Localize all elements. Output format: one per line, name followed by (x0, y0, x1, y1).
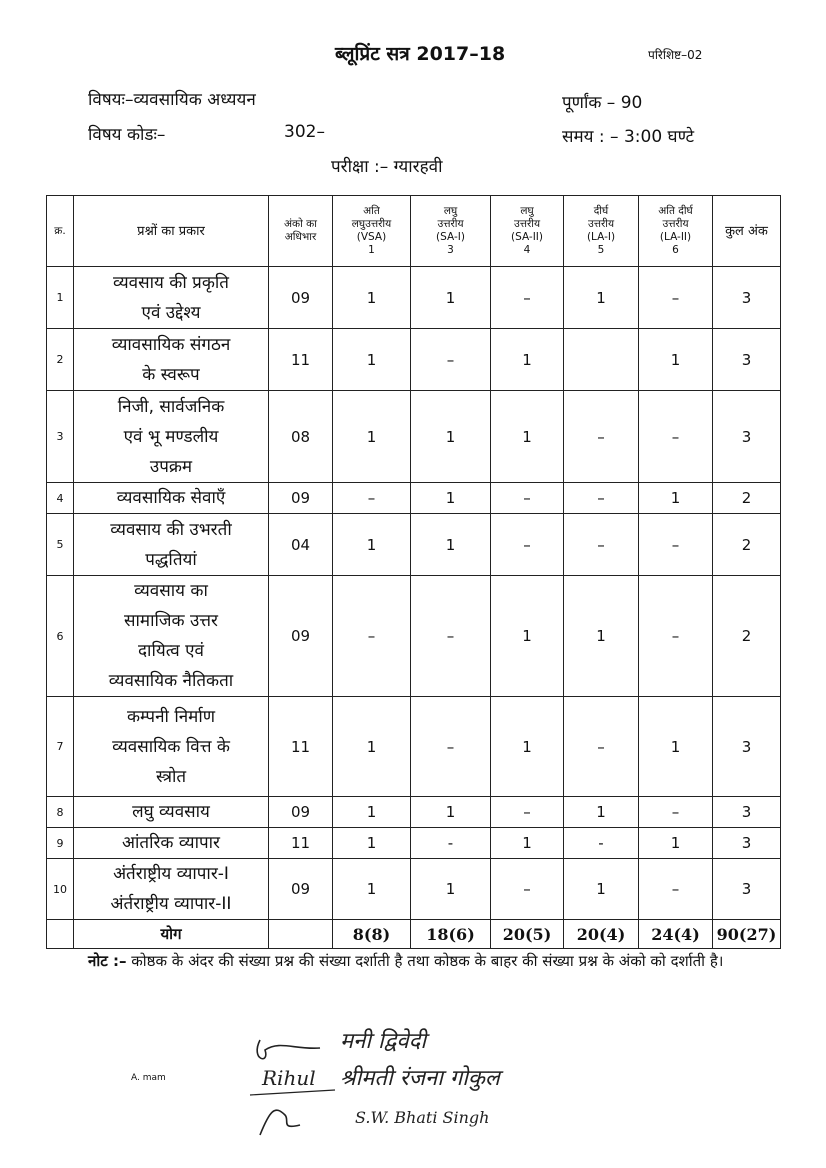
row-sa1: – (411, 329, 491, 391)
col-header-type: प्रश्नों का प्रकार (74, 196, 269, 267)
question-type-line: व्यवसाय की उभरती (110, 519, 232, 540)
row-total: 2 (713, 576, 781, 697)
col-header-sa1: लघु उत्तरीय (SA-I) 3 (411, 196, 491, 267)
row-sa1: – (411, 697, 491, 797)
question-type-line: लघु व्यवसाय (132, 802, 210, 822)
row-total: 3 (713, 828, 781, 859)
sum-vsa: 8(8) (333, 920, 411, 949)
row-sa2: 1 (491, 697, 564, 797)
initials: A. mam (131, 1073, 166, 1083)
document-title: ब्लूप्रिंट सत्र 2017–18 (335, 43, 506, 65)
sum-la1: 20(4) (564, 920, 639, 949)
question-type-line: उपक्रम (149, 456, 193, 477)
annex-label: परिशिष्ट–02 (648, 48, 703, 62)
row-weightage: 11 (269, 828, 333, 859)
question-type-line: सामाजिक उत्तर (124, 611, 218, 631)
row-la2: 1 (639, 828, 713, 859)
table-row (47, 697, 781, 797)
row-question-type (74, 483, 269, 514)
footnote (88, 946, 768, 976)
max-marks: पूर्णांक – 90 (562, 93, 643, 113)
question-type-line: आंतरिक व्यापार (122, 833, 220, 853)
row-serial: 9 (47, 828, 74, 859)
row-total: 2 (713, 483, 781, 514)
exam-class: परीक्षा :– ग्यारहवी (331, 157, 443, 177)
row-la1: 1 (564, 576, 639, 697)
col-header-la2: अति दीर्घ उत्तरीय (LA-II) 6 (639, 196, 713, 267)
sum-total: 90(27) (713, 920, 781, 949)
row-vsa: 1 (333, 267, 411, 329)
subject-code: 302– (284, 122, 325, 142)
row-vsa: 1 (333, 859, 411, 920)
row-weightage: 09 (269, 483, 333, 514)
table-row (47, 514, 781, 576)
sum-label: योग (74, 920, 269, 949)
row-sa1: 1 (411, 514, 491, 576)
row-weightage: 04 (269, 514, 333, 576)
subject-label: विषयः–व्यवसायिक अध्ययन (88, 90, 256, 110)
question-type-line: एवं भू मण्डलीय (123, 426, 219, 447)
row-la2: – (639, 391, 713, 483)
signature-4: Rihul (262, 1066, 316, 1090)
sum-la2: 24(4) (639, 920, 713, 949)
row-sa1: 1 (411, 797, 491, 828)
row-sa1: - (411, 828, 491, 859)
col-header-vsa: अति लघुउत्तरीय (VSA) 1 (333, 196, 411, 267)
row-la2: – (639, 859, 713, 920)
table-header-row (47, 196, 781, 267)
row-weightage: 11 (269, 697, 333, 797)
sum-sa1: 18(6) (411, 920, 491, 949)
row-la2: 1 (639, 329, 713, 391)
row-la1: 1 (564, 267, 639, 329)
row-la2: – (639, 797, 713, 828)
row-la2: – (639, 576, 713, 697)
row-la2: – (639, 514, 713, 576)
row-serial: 3 (47, 391, 74, 483)
row-sa2: – (491, 859, 564, 920)
question-type-line: व्यवसाय की प्रकृति (113, 272, 229, 293)
question-type-line: व्यवसाय का (134, 581, 208, 601)
row-total: 3 (713, 267, 781, 329)
col-header-sa2: लघु उत्तरीय (SA-II) 4 (491, 196, 564, 267)
exam-time: समय : – 3:00 घण्टे (562, 127, 695, 147)
row-sa2: 1 (491, 391, 564, 483)
question-type-line: व्यावसायिक संगठन (111, 334, 231, 355)
question-type-line: दायित्व एवं (138, 641, 204, 661)
table-row (47, 797, 781, 828)
table-row (47, 859, 781, 920)
question-type-line: निजी, सार्वजनिक (117, 396, 225, 417)
row-serial: 8 (47, 797, 74, 828)
row-total: 3 (713, 859, 781, 920)
row-question-type (74, 391, 269, 483)
row-la1 (564, 329, 639, 391)
row-vsa: 1 (333, 391, 411, 483)
row-weightage: 09 (269, 859, 333, 920)
row-question-type (74, 697, 269, 797)
note-text: कोष्ठक के अंदर की संख्या प्रश्न की संख्या दर्शाती है तथा कोष्ठक के बाहर की संख्या प्रश्न के अंको को दर्शाती है। (131, 952, 724, 970)
row-sa1: 1 (411, 483, 491, 514)
table-row (47, 576, 781, 697)
table-row (47, 329, 781, 391)
row-serial: 1 (47, 267, 74, 329)
row-weightage: 08 (269, 391, 333, 483)
row-sa1: 1 (411, 267, 491, 329)
row-weightage: 09 (269, 576, 333, 697)
row-sa2: – (491, 267, 564, 329)
row-question-type (74, 267, 269, 329)
row-la1: – (564, 483, 639, 514)
question-type-line: व्यवसायिक वित्त के (112, 736, 230, 757)
row-sa2: 1 (491, 576, 564, 697)
row-la2: 1 (639, 697, 713, 797)
row-la1: – (564, 514, 639, 576)
row-sa2: – (491, 514, 564, 576)
question-type-line: कम्पनी निर्माण (126, 706, 216, 727)
row-question-type (74, 859, 269, 920)
row-question-type (74, 828, 269, 859)
question-type-line: पद्धतियां (145, 549, 197, 570)
table-sum-row (47, 920, 781, 949)
sum-sn (47, 920, 74, 949)
row-vsa: 1 (333, 514, 411, 576)
row-vsa: – (333, 483, 411, 514)
row-la1: 1 (564, 859, 639, 920)
row-sa2: 1 (491, 329, 564, 391)
question-type-line: के स्वरूप (142, 364, 200, 385)
row-sa1: 1 (411, 859, 491, 920)
question-type-line: स्त्रोत (155, 766, 187, 787)
row-serial: 4 (47, 483, 74, 514)
row-la1: 1 (564, 797, 639, 828)
row-serial: 2 (47, 329, 74, 391)
row-question-type (74, 797, 269, 828)
col-header-total: कुल अंक (713, 196, 781, 267)
row-total: 3 (713, 329, 781, 391)
row-sa2: – (491, 797, 564, 828)
row-vsa: 1 (333, 797, 411, 828)
table-row (47, 391, 781, 483)
col-header-la1: दीर्घ उत्तरीय (LA-I) 5 (564, 196, 639, 267)
row-weightage: 11 (269, 329, 333, 391)
row-vsa: 1 (333, 329, 411, 391)
row-serial: 10 (47, 859, 74, 920)
row-total: 3 (713, 797, 781, 828)
signature-1: मनी द्विवेदी (340, 1029, 427, 1054)
row-la2: 1 (639, 483, 713, 514)
col-header-weight: अंको का अधिभार (269, 196, 333, 267)
row-serial: 6 (47, 576, 74, 697)
row-total: 3 (713, 391, 781, 483)
row-vsa: – (333, 576, 411, 697)
row-vsa: 1 (333, 697, 411, 797)
row-la1: – (564, 391, 639, 483)
row-weightage: 09 (269, 267, 333, 329)
question-type-line: व्यवसायिक सेवाएँ (116, 488, 226, 508)
row-sa2: 1 (491, 828, 564, 859)
row-total: 2 (713, 514, 781, 576)
row-serial: 7 (47, 697, 74, 797)
sum-marks (269, 920, 333, 949)
row-sa1: 1 (411, 391, 491, 483)
row-total: 3 (713, 697, 781, 797)
row-question-type (74, 329, 269, 391)
row-serial: 5 (47, 514, 74, 576)
row-question-type (74, 514, 269, 576)
row-question-type (74, 576, 269, 697)
signature-3: S.W. Bhati Singh (355, 1108, 490, 1127)
question-type-line: अंर्तराष्ट्रीय व्यापार-II (110, 894, 232, 914)
table-row (47, 483, 781, 514)
table-row (47, 267, 781, 329)
table-row (47, 828, 781, 859)
question-type-line: व्यवसायिक नैतिकता (108, 671, 234, 691)
subject-code-label: विषय कोडः– (88, 125, 166, 145)
row-la1: - (564, 828, 639, 859)
row-sa1: – (411, 576, 491, 697)
sum-sa2: 20(5) (491, 920, 564, 949)
row-la2: – (639, 267, 713, 329)
row-la1: – (564, 697, 639, 797)
row-sa2: – (491, 483, 564, 514)
question-type-line: अंर्तराष्ट्रीय व्यापार-I (113, 864, 229, 884)
note-label: नोट :– (88, 952, 127, 970)
signature-2: श्रीमती रंजना गोकुल (340, 1066, 500, 1091)
row-weightage: 09 (269, 797, 333, 828)
blueprint-table (46, 195, 781, 949)
question-type-line: एवं उद्देश्य (141, 302, 201, 323)
row-vsa: 1 (333, 828, 411, 859)
col-header-sn: क्र. (47, 196, 74, 267)
